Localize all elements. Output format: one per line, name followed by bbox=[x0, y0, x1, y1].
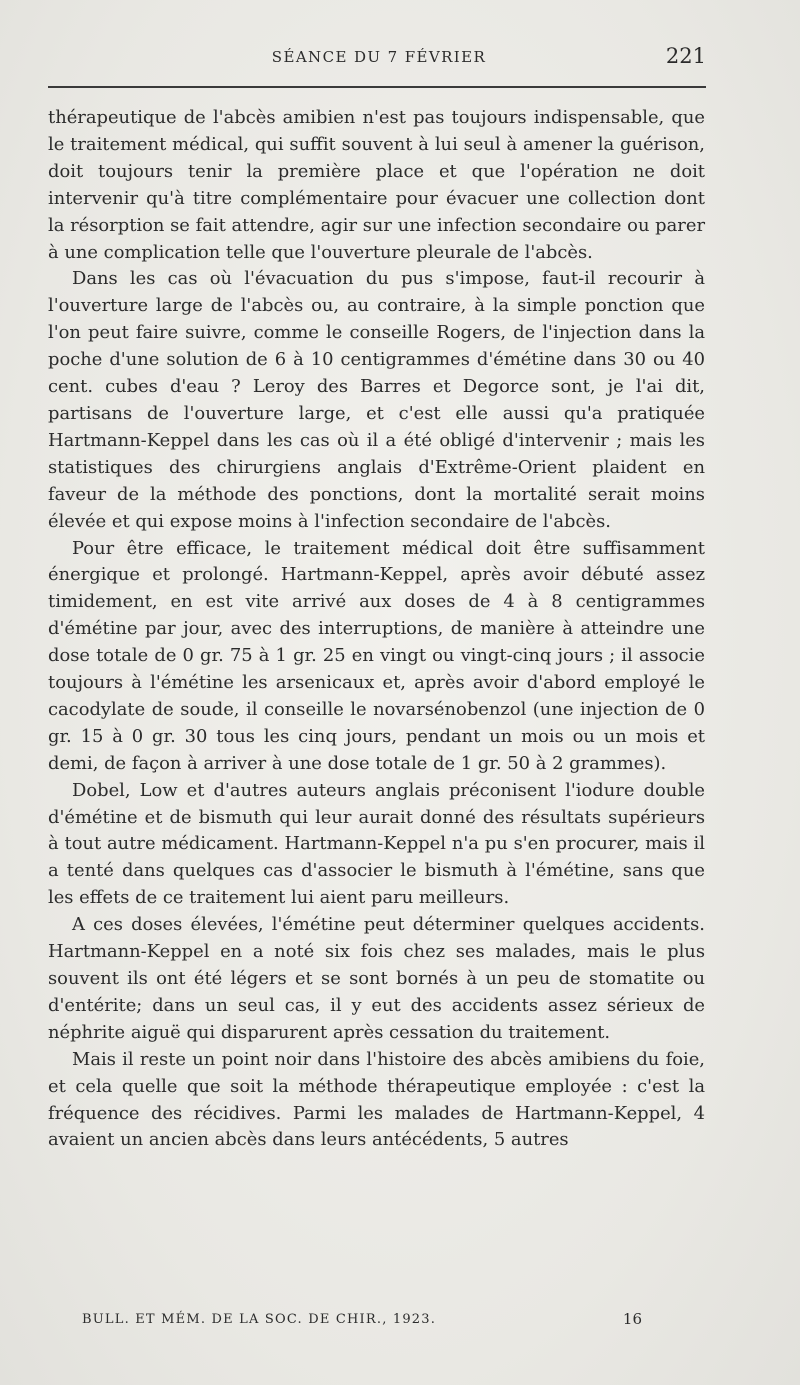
paragraph-6: Mais il reste un point noir dans l'histoire des abcès amibiens du foie, et cela quelle que soit la méthode thérapeutique employée : c'est la fréquence des récidives. Parmi les malades de Hartmann-Keppel, 4 avaient un ancien abcès dans leurs antécédents, 5 autres bbox=[48, 1048, 705, 1151]
paragraph-4: Dobel, Low et d'autres auteurs anglais préconisent l'iodure double d'émétine et de bismuth qui leur aurait donné des résultats supérieurs à tout autre médicament. Hartmann-Keppel n'a pu s'en procurer, mais il a tenté dans quelques cas d'associer le bismuth à l'émétine, sans que les effets de ce traitement lui aient paru meilleurs. bbox=[48, 779, 705, 909]
paragraph-1: thérapeutique de l'abcès amibien n'est pas toujours indispensable, que le traitement médical, qui suffit souvent à lui seul à amener la guérison, doit toujours tenir la première place et que l'opération ne doit intervenir qu'à titre complémentaire pour évacuer une collection dont la résorption se fait attendre, agir sur une infection secondaire ou parer à une complication telle que l'ouverture pleurale de l'abcès. bbox=[48, 107, 705, 263]
paragraph-2: Dans les cas où l'évacuation du pus s'impose, faut-il recourir à l'ouverture large de l'abcès ou, au contraire, à la simple ponction que l'on peut faire suivre, comme le conseille Rogers, de l'injection dans la poche d'une solution de 6 à 10 centigrammes d'émétine dans 30 ou 40 cent. cubes d'eau ? Leroy des Barres et Degorce sont, je l'ai dit, partisans de l'ouverture large, et c'est elle aussi qu'a pratiquée Hartmann-Keppel dans les cas où il a été obligé d'intervenir ; mais les statistiques des chirurgiens anglais d'Extrême-Orient plaident en faveur de la méthode des ponctions, dont la mortalité serait moins élevée et qui expose moins à l'infection secondaire de l'abcès. bbox=[48, 268, 705, 532]
journal-citation: BULL. ET MÉM. DE LA SOC. DE CHIR., 1923. bbox=[82, 1312, 437, 1327]
running-title: SÉANCE DU 7 FÉVRIER bbox=[271, 48, 487, 66]
page-footer bbox=[82, 1310, 642, 1332]
paragraph-5: A ces doses élevées, l'émétine peut déterminer quelques accidents. Hartmann-Keppel en a noté six fois chez ses malades, mais le plus souvent ils ont été légers et se sont bornés à un peu de stomatite ou d'entérite; dans un seul cas, il y eut des accidents assez sérieux de néphrite aiguë qui disparurent après cessation du traitement. bbox=[48, 914, 705, 1043]
body-text bbox=[48, 105, 705, 1154]
paragraph-3: Pour être efficace, le traitement médical doit être suffisamment énergique et prolongé. Hartmann-Keppel, après avoir débuté assez timidement, en est vite arrivé aux doses de 4 à 8 centigrammes d'émétine par jour, avec des interruptions, de manière à atteindre une dose totale de 0 gr. 75 à 1 gr. 25 en vingt ou vingt-cinq jours ; il associe toujours à l'émétine les arsenicaux et, après avoir d'abord employé le cacodylate de soude, il conseille le novarsénobenzol (une injection de 0 gr. 15 à 0 gr. 30 tous les cinq jours, pendant un mois ou un mois et demi, de façon à arriver à une dose totale de 1 gr. 50 à 2 grammes). bbox=[48, 537, 705, 774]
header-rule bbox=[48, 86, 706, 88]
signature-mark: 16 bbox=[622, 1310, 642, 1328]
page-header bbox=[48, 44, 710, 74]
page-number: 221 bbox=[665, 44, 706, 68]
